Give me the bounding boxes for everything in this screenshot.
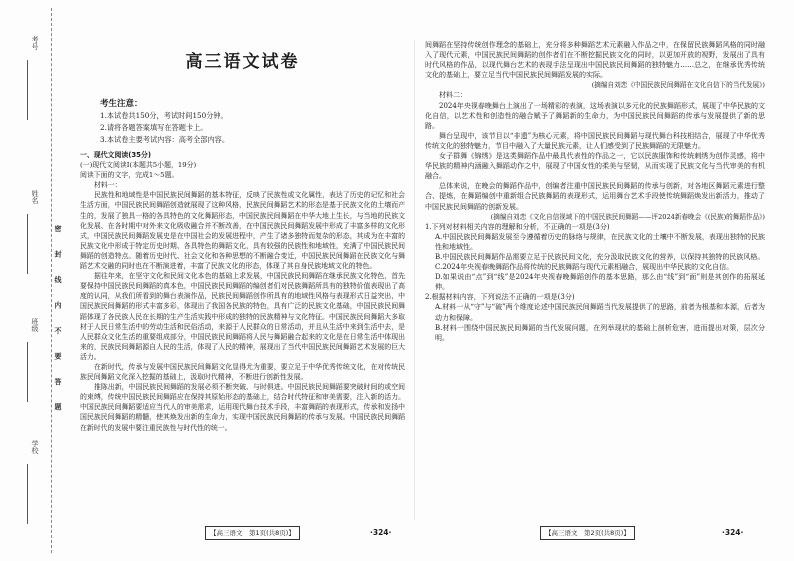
notice-item: 3.本试卷主要考试内容：高考全部内容。 [100, 135, 230, 144]
material2-title: 材料二： [439, 91, 467, 100]
page-footer-box: 【高三语文 第2页(共8页)】 [540, 526, 635, 540]
page-code: ·324· [370, 528, 392, 537]
option: D.如果说由“点”到“线”是2024年央视春晚舞蹈创作的基本思路，那么由“线”到“面”则是其创作的拓展延伸。 [435, 273, 765, 292]
binding-margin [0, 0, 70, 561]
source-citation: (摘编自刘恋《文化自信视域下的中国民族民间舞蹈——评2024新春晚会《(民族)的舞蹈作品》) [490, 212, 765, 221]
paragraph: 女子群舞《锦绣》是这类舞蹈作品中最具代表性的作品之一，它以民族服饰和传统刺绣为创作灵感，将中华民族的精神内涵融入舞蹈动作之中，展现了中国女性的柔美与坚韧，从而实现了民族文化与当代审美的有机融合。 [425, 152, 765, 181]
paragraph: 推陈出新，中国民族民间舞蹈的发展必须不断突破、与时俱进。中国民族民间舞蹈要突破时间的或空间的束缚，传统中国民族民间舞蹈应在保持其原始形态的基础上，结合时代特征和审美需要，注入新的活力。中国民族民间舞蹈要适应当代人的审美需求，运用现代舞台技术手段，丰富舞蹈的表现形式，传承和发扬中国民族民间舞蹈的精髓，使其焕发出新的生命力，实现中国民族民间舞蹈的传承与发展。中国民族民间舞蹈在新时代的发展中要注重民族性与时代性的统一。 [80, 383, 405, 432]
right-column-body [425, 40, 765, 343]
source-citation: (摘编自刘恋《中国民族民间舞蹈在文化自信下的当代发展》) [591, 81, 765, 90]
xingming-line [27, 214, 28, 274]
seal-dashed-line [51, 8, 52, 553]
kaohao-label: 考号 [31, 36, 39, 50]
kaohao-line [27, 60, 28, 120]
banji-label: 班级 [31, 318, 39, 332]
column-divider [414, 40, 415, 520]
paragraph: 间舞蹈在坚持传统创作理念的基础上，充分将多种舞蹈艺术元素融入作品之中，在保留民族舞蹈风格的同时融入了现代元素，中国民族民间舞蹈的创作者们在不断挖掘民族文化的同时，以更加开放的视野，发展出了具有时代风格的作品，以现代舞台艺术的表现手法呈现出中国民族民间舞蹈的独特魅力……总之，在继承优秀传统文化的基础上，要立足当代中国民族民间舞蹈发展的实际。 [425, 41, 765, 80]
option: C.2024年央视春晚舞蹈作品将传统的民族舞蹈与现代元素相融合，展现出中华民族的文化自信。 [435, 263, 734, 272]
xuexiao-line [27, 464, 28, 524]
subsection-heading: (一)现代文阅读Ⅰ(本题共5小题，19分) [80, 161, 197, 170]
banji-line [27, 342, 28, 402]
page-code: ·324· [722, 528, 744, 537]
material1-title: 材料一： [94, 181, 122, 190]
left-column-body [80, 150, 405, 433]
exam-title: 高三语文试卷 [185, 52, 300, 72]
xuexiao-label: 学校 [31, 440, 39, 454]
question-2: 2.根据材料内容，下列说法不正确的一项是(3分) [425, 293, 575, 302]
notice-item: 1.本试卷共150分，考试时间150分钟。 [100, 111, 228, 120]
instruction: 阅读下面的文字，完成1～5题。 [80, 171, 179, 180]
section-heading: 一、现代文阅读(35分) [80, 151, 152, 159]
page-footer-box: 【高三语文 第1页(共8页)】 [205, 526, 300, 540]
notice-item: 2.请将各题答案填写在答题卡上。 [100, 123, 208, 132]
paragraph: 在新时代，传承与发展中国民族民间舞蹈文化显得尤为重要，要立足于中华优秀传统文化，在对传统民族民间舞蹈文化深入挖掘的基础上，汲取时代精神，不断进行创新性发展。 [80, 362, 405, 382]
paragraph: 舞台呈现中，该节目以“非遗”为核心元素，将中国民族民间舞蹈与现代舞台科技相结合，展现了中华优秀传统文化的独特魅力，节目中融入了大量民族元素，让人们感受到了民族舞蹈的无限魅力。 [425, 131, 765, 150]
seal-warning: 密 封 线 内 不 要 答 题 [54, 225, 63, 419]
paragraph: 总体来说，在晚会的舞蹈作品中，创编者注重中国民族民间舞蹈的传承与创新，对各地区舞蹈元素进行整合、提炼，在舞蹈编创中重新组合民族舞蹈的表现形式，运用舞台艺术手段使传统舞蹈焕发出新活力，推动了中国民族民间舞蹈的创新发展。 [425, 182, 765, 211]
paragraph: 据往年来，在坚守文化和民间文化本色的基础上求发展，中国民族民间舞蹈在继承民族文化特色，首先要保持中国民族民间舞蹈的真本色，中国民族民间舞蹈的编创者们对民族舞蹈所具有的独特价值表现出了高度的认同，从我们所看到的舞台表演作品，民族民间舞蹈创作所具有的地域性风格与表现形式日益突出，中国民族民间舞蹈的形式丰富多彩，体现出了我国各民族的特色，具有广泛的民族文化基础，中国民族民间舞蹈体现了各民族人民在长期的生产生活实践中形成的独特的民族精神与文化特征。中国民族民间舞蹈大多取材于人民日常生活中的劳动生活和民俗活动，来源于人民群众的日常活动，并且从生活中来到生活中去，是人民群众文化生活的重要组成部分，中国民族民间舞蹈将人民与舞蹈融合起来的文化是在日常生活中体现出来的，民族民间舞蹈源自人民的生活，体现了人民的精神，展现出了当代中国民族民间舞蹈艺术发展的巨大活力。 [80, 272, 405, 361]
option: B.材料一围绕中国民族民间舞蹈的当代发展问题，在列举现状的基础上剖析危害，进而提出对策，层次分明。 [435, 323, 765, 342]
question-1: 1.下列对材料相关内容的理解和分析，不正确的一项是(3分) [425, 222, 610, 231]
option: B.中国民族民间舞蹈作品需要立足于民族民间文化，充分汲取民族文化的营养，以保持其独特的民族风格。 [435, 252, 765, 261]
paragraph: 民族性和地域性是中国民族民间舞蹈的基本特征，反映了民族性或文化属性，表达了历史的记忆和社会生活方面，中国民族民间舞蹈创造就展现了这种风格，民族民间舞蹈艺术的形态是基于民族文化的土壤而产生的，发展了独具一格的各具特色的文化舞蹈形态，中国民族民间舞蹈在中华大地上生长，与当地的民族文化发展、在各时期中对外来文化吸收融合并不断改善，在中国民族民间舞蹈发展中形成了丰富多样的文化形式，中国民族民间舞蹈发展史是在中国社会的发展进程中，产生了诸多独特而复杂的形态，其成为在丰富的民族文化中形成于特定历史时期、各具特色的舞蹈文化，具有较强的民族性和地域性，充满了中国民族民间舞蹈的创造特点。随着历史时代、社会文化和各种思想的不断融合变迁，中国民族民间舞蹈在民族文化与舞蹈艺术交融的同时也在不断演进着，丰富了民族文化的形态，体现了其自身民族地域文化的特色。 [80, 191, 405, 271]
paragraph: 2024年央视春晚舞台上演出了一场精彩的表演，这场表演以多元化的民族舞蹈形式，展现了中华民族的文化自信，以艺术性和创造性的融合赋予了舞蹈新的生命力，为中国民族民间舞蹈的传承与发展提供了新的思路。 [425, 101, 765, 130]
option: A.中国民族民间舞蹈发展至今遵循着历史的脉络与规律，在民族文化的土壤中不断发展，表现出独特的民族性和地域性。 [435, 232, 765, 251]
question-1-options [425, 232, 765, 293]
option: A.材料一从“守”与“破”两个维度论述中国民族民间舞蹈当代发展提供了的思路，前者为根基和本源，后者为动力和保障。 [435, 303, 765, 322]
question-2-options [425, 302, 765, 342]
notice-box [100, 98, 400, 146]
xingming-label: 姓名 [31, 190, 39, 204]
notice-heading: 考生注意： [100, 99, 143, 109]
